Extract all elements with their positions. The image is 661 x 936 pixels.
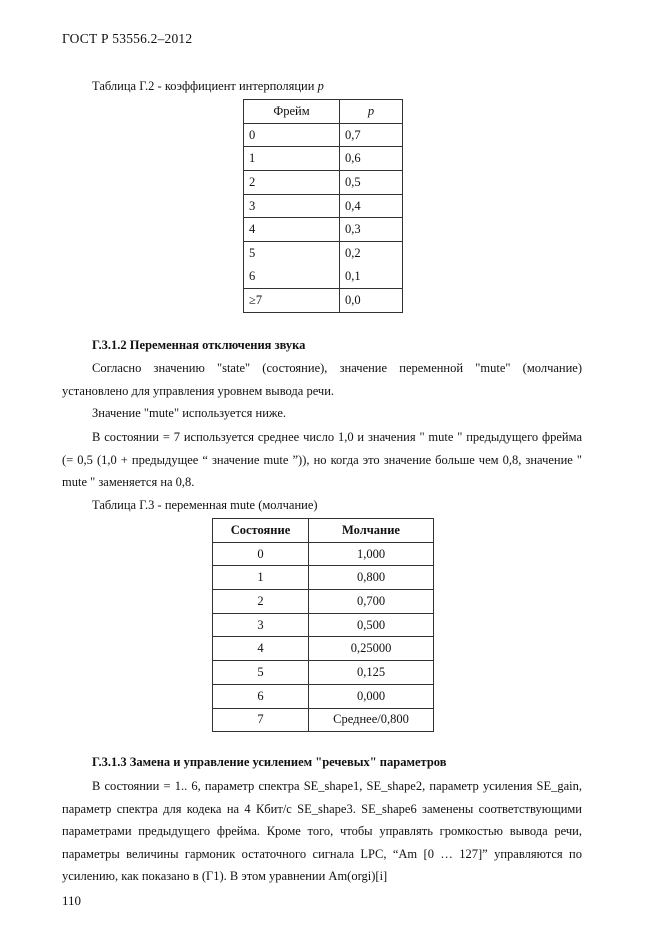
cell-frame: ≥7 — [244, 289, 340, 313]
cell-mute: 0,800 — [309, 566, 434, 590]
cell-mute: 0,500 — [309, 613, 434, 637]
table-row — [244, 123, 403, 147]
table-g2 — [243, 99, 403, 313]
cell-frame: 3 — [244, 194, 340, 218]
paragraph-state: Согласно значению "state" (состояние), значение переменной "mute" (молчание) установлено для управления уровнем вывода речи. — [62, 361, 582, 398]
cell-p: 0,2 — [345, 246, 361, 261]
cell-frame: 0 — [244, 123, 340, 147]
cell-p: 0,3 — [340, 218, 403, 242]
cell-frame: 1 — [244, 147, 340, 171]
cell-p: 0,5 — [340, 171, 403, 195]
col-header-mute: Молчание — [309, 519, 434, 543]
table-row — [213, 637, 434, 661]
caption-p: p — [317, 79, 324, 93]
cell-mute: 0,700 — [309, 590, 434, 614]
cell-p: 0,6 — [340, 147, 403, 171]
section-heading-312: Г.3.1.2 Переменная отключения звука — [92, 338, 306, 352]
page-number: 110 — [62, 893, 82, 908]
table-header-row — [213, 519, 434, 543]
section-heading-313: Г.3.1.3 Замена и управление усилением "речевых" параметров — [92, 755, 447, 769]
cell-p: 0,4 — [340, 194, 403, 218]
paragraph-state7: В состоянии = 7 используется среднее число 1,0 и значения " mute " предыдущего фрейма (= 0,5 (1,0 + предыдущее “ значение mute ”)), но когда это значение больше чем 0,8, значение " mute " заменяется на 0,8. — [62, 430, 582, 489]
cell-frame-merged — [244, 242, 340, 289]
table-row-merged — [244, 242, 403, 289]
table-g2-caption — [92, 79, 324, 94]
col-header-frame: Фрейм — [244, 100, 340, 124]
cell-frame: 6 — [249, 269, 256, 284]
table-header-row — [244, 100, 403, 124]
table-row — [213, 542, 434, 566]
cell-mute: 0,25000 — [309, 637, 434, 661]
cell-p: 0,7 — [340, 123, 403, 147]
cell-state: 7 — [213, 708, 309, 732]
table-g3-caption: Таблица Г.3 - переменная mute (молчание) — [92, 498, 318, 512]
cell-state: 2 — [213, 590, 309, 614]
cell-frame: 2 — [244, 171, 340, 195]
paragraph-mute-usage: Значение "mute" используется ниже. — [92, 406, 287, 420]
cell-mute: Среднее/0,800 — [309, 708, 434, 732]
table-row — [213, 684, 434, 708]
table-row — [244, 147, 403, 171]
table-g3 — [212, 518, 434, 732]
cell-p-merged — [340, 242, 403, 289]
table-row — [213, 566, 434, 590]
table-row — [213, 613, 434, 637]
cell-p: 0,1 — [345, 269, 361, 284]
table-row — [244, 171, 403, 195]
paragraph-replacement: В состоянии = 1.. 6, параметр спектра SE_shape1, SE_shape2, параметр усиления SE_gain, параметр спектра для кодека на 4 Кбит/с SE_shape3. SE_shape6 заменены соответствующими параметрами предыдущего фрейма. Кроме того, чтобы управлять громкостью вывода речи, параметры величины гармоник остаточного сигнала LPC, “Am [0 … 127]” управляются по усилению, как показано в (Г1). В этом уравнении Am(orgi)[i] — [62, 779, 582, 883]
document-header: ГОСТ Р 53556.2–2012 — [62, 31, 193, 46]
cell-frame: 5 — [249, 246, 256, 261]
caption-text: Таблица Г.2 - коэффициент интерполяции — [92, 79, 318, 93]
table-row — [213, 708, 434, 732]
cell-p: 0,0 — [340, 289, 403, 313]
cell-state: 6 — [213, 684, 309, 708]
cell-mute: 1,000 — [309, 542, 434, 566]
cell-state: 4 — [213, 637, 309, 661]
cell-mute: 0,125 — [309, 661, 434, 685]
table-row — [244, 218, 403, 242]
cell-state: 3 — [213, 613, 309, 637]
cell-state: 5 — [213, 661, 309, 685]
table-row — [244, 289, 403, 313]
cell-state: 1 — [213, 566, 309, 590]
col-header-state: Состояние — [213, 519, 309, 543]
table-row — [213, 661, 434, 685]
table-row — [213, 590, 434, 614]
cell-mute: 0,000 — [309, 684, 434, 708]
col-header-p: p — [340, 100, 403, 124]
table-row — [244, 194, 403, 218]
cell-state: 0 — [213, 542, 309, 566]
cell-frame: 4 — [244, 218, 340, 242]
